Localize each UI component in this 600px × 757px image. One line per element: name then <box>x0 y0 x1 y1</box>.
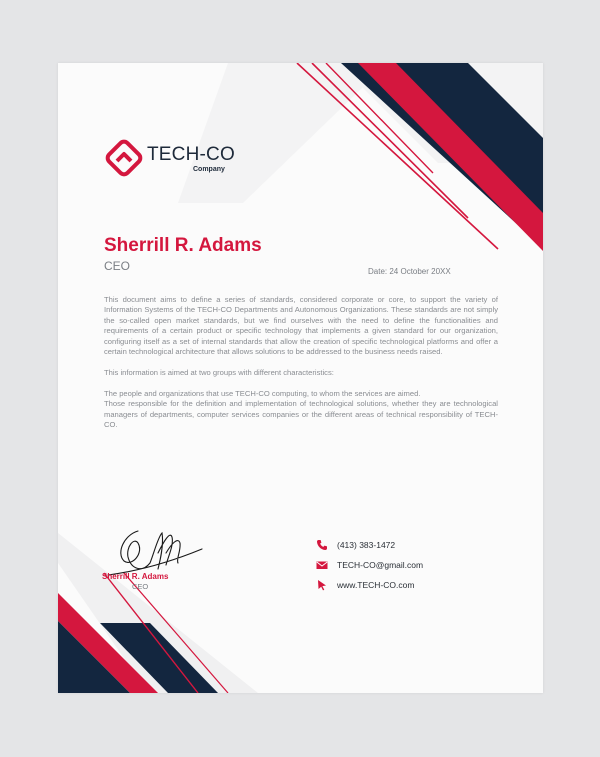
sender-role: CEO <box>104 259 131 273</box>
company-subtitle: Company <box>193 166 225 173</box>
email-address[interactable]: TECH-CO@gmail.com <box>337 560 424 570</box>
logo-mark-icon <box>104 139 146 181</box>
contact-email <box>316 559 496 573</box>
envelope-icon <box>316 559 328 571</box>
website-link[interactable]: www.TECH-CO.com <box>337 580 415 590</box>
letterhead-page <box>58 63 543 693</box>
sender-name: Sherrill R. Adams <box>104 235 262 256</box>
contact-phone <box>316 539 496 553</box>
company-name: TECH-CO <box>147 144 235 165</box>
company-logo <box>104 139 254 179</box>
signature-name: Sherrill R. Adams <box>102 572 169 581</box>
cursor-icon <box>316 579 328 591</box>
letter-body <box>104 295 498 441</box>
phone-number[interactable]: (413) 383-1472 <box>337 540 396 550</box>
body-paragraph: Those responsible for the definition and implementation of technological solutions, whether they are technological managers of departments, computer services companies or the different areas of technical responsibility of TECH-CO. <box>104 399 498 430</box>
body-paragraph: This information is aimed at two groups with different characteristics: <box>104 367 334 377</box>
body-paragraph: The people and organizations that use TECH-CO computing, to whom the services are aimed. <box>104 388 421 398</box>
body-paragraph: This document aims to define a series of standards, considered corporate or core, to support the variety of Information Systems of the TECH-CO Departments and Autonomous Organizations. These standards are not simply the so-called open market standards, but we find ourselves with the need to define the functionalities and requirements of a certain product or specific technology that implements a given standard for our organization, configuring itself as a set of internal standards that allow the creation of specific technological platforms and offer a certain technological architecture that allows solutions to be addressed to the business needs raised. <box>104 295 498 357</box>
phone-icon <box>316 539 328 551</box>
letter-date: Date: 24 October 20XX <box>368 267 451 276</box>
contact-website <box>316 579 496 593</box>
signature-role: CEO <box>132 582 149 591</box>
